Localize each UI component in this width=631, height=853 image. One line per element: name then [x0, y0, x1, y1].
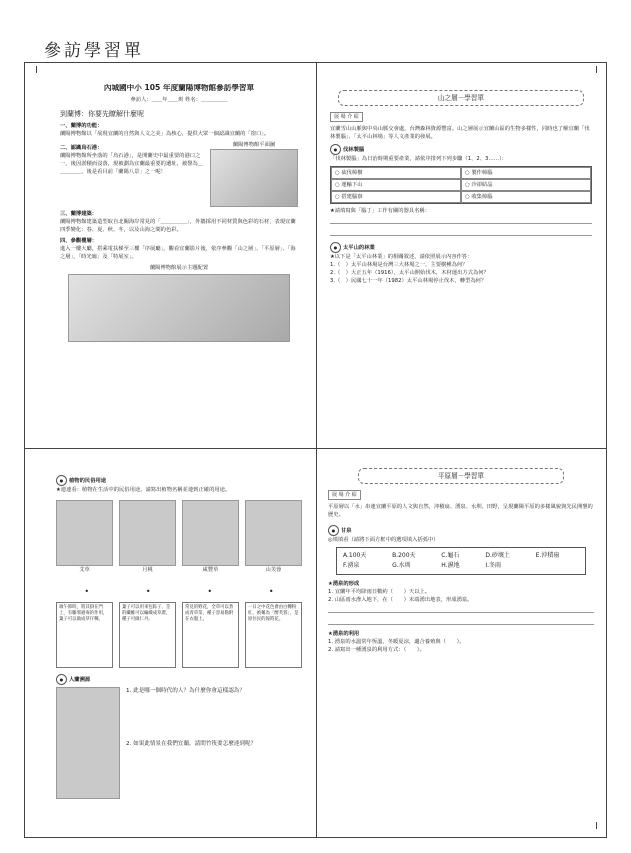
q4-heading: 四、參觀樓層： [60, 238, 98, 244]
horizontal-divider [24, 448, 607, 449]
subheading-2: ★湧泉的利用 [328, 631, 360, 637]
diagram-caption: 蘭陽博物館展示主題配置 [149, 265, 209, 271]
p4-item-4: 2. 請寫出一種湧泉的利用方式：（ ）。 [328, 647, 425, 653]
ancient-people-photo [56, 687, 120, 799]
option: B.200天 [392, 552, 416, 559]
page-4-header: 平原層－學習單 [358, 468, 564, 484]
p4-item-3: 1. 湧泉的水溫常年恆溫，冬暖夏涼，適合養殖與（ ）。 [328, 639, 465, 645]
q3-heading: 三、蘭博建築： [60, 211, 98, 217]
page-1-intro: 到蘭博：你要先瞭解什麼呢 [60, 110, 144, 118]
page-4-section: 甘泉 [341, 528, 352, 534]
options-box [336, 547, 586, 575]
q3-text: 蘭陽博物館建築造型取自北關海岸常見的「＿＿＿＿＿」，外牆採用不同材質與色彩的石材，表現宜蘭四季變化：春、夏、秋、冬，以及山海之間的色彩。 [60, 219, 296, 233]
item-3: 3.（ ）民國七十一年（1982）太平山林場停止伐木，轉型為何？ [330, 278, 487, 284]
use-card: 葉子可以用來包粽子，莖的纖維可以編織成草蓆，種子可做仁丹。 [119, 602, 176, 668]
p4-item-2: 2. 山區雨水滲入地下，在（ ）末端湧出地表，形成湧泉。 [328, 597, 473, 603]
sec1-heading: 伐林製腦 [343, 147, 365, 153]
option: I.冬雨 [485, 562, 502, 569]
option: E.沖積扇 [535, 552, 560, 559]
page-2 [330, 90, 592, 442]
option: C.龜石 [441, 552, 460, 559]
magnifier-icon: ● [330, 144, 341, 155]
magnifier-icon: ● [56, 674, 67, 685]
q4-text: 進入一樓大廳，搭乘電扶梯至三樓「序展廳」，觀看宜蘭影片後，依序參觀「山之層」、「平原層」、「海之層」，「時光廊」及「特展室」。 [60, 246, 296, 260]
use-card: 常見的野花，全草可以煮成青草茶，種子容易黏附在衣服上。 [182, 602, 239, 668]
item-1: 1.（ ）太平山林場是台灣三大林場之一，主要樹種為何？ [330, 262, 468, 268]
page-3: ● 植物的民俗用途 ★連連看：植物在生活中的民俗用途，請寫出植物名稱並連到正確的用途。 艾草 月桃 咸豐草 山芙蓉 • • • • 端午節時，將其掛在門上，有驅邪避毒的作用，葉子可以做成草仔粿。 葉子可以用來包粽子，莖的纖維可以編織成草蓆，種子可做仁丹。 常見的野花，全草可以煮成青草茶，種子容易黏附在衣服上。 一日之中花色會由白轉粉紅，被稱為「醉芙蓉」，是原住民的報時花。 ● 人蘭溯源 1. 此是哪一個時代的人？為什麼你會這樣認為？ 2. 如果此情景在我們宜蘭，請問竹筏要怎麼達到呢？ [56, 472, 302, 832]
step-box: ○ 砍伐樟樹 [331, 167, 461, 179]
option: G.水圳 [392, 562, 411, 569]
crop-mark [596, 66, 597, 73]
step-box: ○ 收集樟腦 [461, 191, 591, 203]
use-card: 一日之中花色會由白轉粉紅，被稱為「醉芙蓉」，是原住民的報時花。 [245, 602, 302, 668]
crop-mark [596, 822, 597, 829]
plant-photo [182, 500, 239, 566]
page-2-intro: 宜蘭雪山山脈與中央山脈交會處，台灣森林資源豐富。山之層展示宜蘭山區的生物多樣性，同時也了解宜蘭「伐林製腦」、「太平山林場」等人文產業的發展。 [330, 126, 590, 140]
plant-photo [245, 500, 302, 566]
page-2-tag: 展 場 介 紹 [330, 112, 363, 122]
page-4 [328, 468, 594, 828]
subheading-1: ★湧泉的形成 [328, 581, 360, 587]
plant-name: 山芙蓉 [265, 567, 282, 573]
page-3-q1: 1. 此是哪一個時代的人？為什麼你會這樣認為？ [126, 688, 245, 694]
sec2-intro: ★以下是「太平山林業」的相關敘述，請依照展示內容作答： [330, 254, 473, 260]
sec2-heading: 太平山的林業 [343, 245, 375, 251]
use-card: 端午節時，將其掛在門上，有驅邪避毒的作用，葉子可以做成草仔粿。 [56, 602, 113, 668]
step-box: ○ 冷卻結晶 [461, 179, 591, 191]
page-4-intro: 平原層以「水」串連宜蘭平原的人文與自然，沖積扇、湧泉、水圳、田野，呈現蘭陽平原的多樣風貌與先民開墾的歷史。 [328, 504, 593, 518]
map-caption: 蘭陽博物館平面圖 [232, 142, 276, 148]
option: H.濕地 [441, 562, 460, 569]
step-box: ○ 製作樟腦 [461, 167, 591, 179]
water-icon: ● [328, 525, 339, 536]
p4-item-1: 1. 宜蘭年平均降雨日數約（ ）天以上。 [328, 589, 431, 595]
page-3-q2: 2. 如果此情景在我們宜蘭，請問竹筏要怎麼達到呢？ [126, 741, 257, 747]
vertical-divider [316, 62, 317, 838]
page-3-section: 植物的民俗用途 [69, 478, 107, 484]
sec1-question: 「伐林製腦」為日治時期重要產業，請依序排列下列步驟（1、2、3……）： [330, 156, 507, 162]
participant-line: 參訪人：＿＿年＿＿班 姓名：＿＿＿＿＿ [130, 97, 228, 103]
plant-icon: ● [56, 475, 67, 486]
q1-text: 蘭陽博物館以「展現宜蘭的自然與人文之美」為核心，提供大眾一個認識宜蘭的「窗口」。 [60, 131, 270, 137]
worksheet-label: 參訪學習單 [44, 41, 144, 61]
plant-photo [56, 500, 113, 566]
plant-photo [119, 500, 176, 566]
option: F.湧泉 [343, 562, 360, 569]
step-box: ○ 運輸下山 [331, 179, 461, 191]
step-box: ○ 搭建腦寮 [331, 191, 461, 203]
q2-heading: 二、認識烏石港： [60, 145, 103, 151]
plant-name: 艾草 [79, 567, 90, 573]
item-2: 2.（ ）大正五年（1916），太平山開始伐木，木材運出方式為何？ [330, 270, 489, 276]
q2-text: 蘭陽博物館所坐落的「烏石港」，是開蘭史中最重要的港口之一，後因淤積而沒落，現被劃為宜蘭最重要的遺址，被譽為＿＿＿＿＿，後是看目前「蘭陽八景」之一呢！ [60, 153, 204, 175]
magnifier-icon: ● [330, 242, 341, 253]
page-3-section-b: 人蘭溯源 [69, 677, 91, 683]
page-1 [60, 84, 298, 442]
museum-map-image [210, 149, 298, 207]
page-4-tag: 展 場 介 紹 [328, 490, 361, 500]
plant-name: 月桃 [142, 567, 153, 573]
page-1-title: 內城國中小 105 年度蘭陽博物館參訪學習單 [103, 84, 255, 92]
page-2-header: 山之層－學習單 [338, 90, 584, 106]
page-3-intro: ★連連看：植物在生活中的民俗用途，請寫出植物名稱並連到正確的用途。 [56, 487, 231, 493]
note-1: ★請填寫與「腦丁」工作有關的器具名稱： [330, 208, 431, 214]
crop-mark [36, 66, 37, 73]
page-4-question: ◎填填看（請將下面方框中的選項填入括弧中） [328, 537, 439, 543]
plant-name: 咸豐草 [202, 567, 219, 573]
option: D.砂壤土 [485, 552, 510, 559]
floor-diagram-image [68, 274, 290, 342]
option: A.100天 [343, 552, 367, 559]
q1-heading: 一、蘭博的功能： [60, 123, 103, 129]
